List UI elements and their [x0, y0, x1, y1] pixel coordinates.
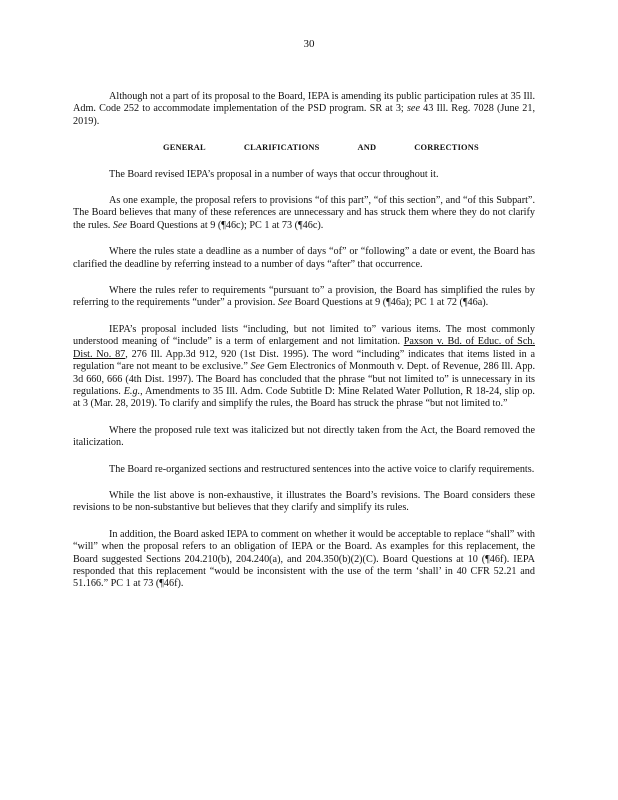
paragraph	[73, 169, 535, 181]
text-segment: As one example, the proposal refers to provisions “of this part”, “of this section”, and “of this Subpart”. The Board believes that many of these references are unnecessary and has struck them where they do not clarify the rules.	[73, 195, 535, 231]
paragraph	[73, 529, 535, 591]
text-segment: Gem Electronics of Monmouth v. Dept. of Revenue, 286 Ill. App. 3d 660, 666 (4th Dist. 1997). The Board has concluded that the phrase “but not limited to” is unnecessary in its regulations.	[73, 361, 535, 397]
heading-word: CORRECTIONS	[414, 143, 479, 153]
text-segment: , 276 Ill. App.3d 912, 920 (1st Dist. 1995). The word “including” indicates that items listed in a regulation “are not meant to be exclusive.”	[73, 348, 535, 373]
signal-word: see	[406, 103, 420, 115]
text-segment: The Board revised IEPA’s proposal in a number of ways that occur throughout it.	[109, 168, 439, 180]
text-segment: While the list above is non-exhaustive, it illustrates the Board’s revisions. The Board considers these revisions to be non-substantive but believes that they clarify and simplify its rules.	[73, 489, 535, 514]
text-segment: Where the proposed rule text was italicized but not directly taken from the Act, the Board removed the italicization.	[73, 424, 535, 449]
paragraph	[73, 490, 535, 515]
paragraph	[73, 425, 535, 450]
paragraph	[73, 464, 535, 476]
text-segment: Where the rules refer to requirements “pursuant to” a provision, the Board has simplified the rules by referring to the requirements “under” a provision.	[73, 285, 535, 309]
signal-word: See	[112, 219, 128, 231]
text-segment: Where the rules state a deadline as a number of days “of” or “following” a date or event, the Board has clarified the deadline by referring instead to a number of days “after” that occurrence.	[73, 246, 535, 270]
section-heading	[163, 142, 535, 154]
signal-word: See	[277, 297, 292, 309]
text-segment: 43 Ill. Reg. 7028 (June 21, 2019).	[73, 103, 535, 127]
paragraph	[73, 324, 535, 411]
text-segment: Board Questions at 9 (¶46a); PC 1 at 72 (¶46a).	[291, 297, 489, 309]
text-segment: Board Questions at 9 (¶46c); PC 1 at 73 (¶46c).	[127, 219, 324, 231]
signal-word: E.g.	[123, 385, 141, 397]
paragraph	[73, 285, 535, 310]
text-segment: Although not a part of its proposal to the Board, IEPA is amending its public participation rules at 35 Ill. Adm. Code 252 to accommodate implementation of the PSD program. SR at 3;	[73, 91, 535, 115]
page-number: 30	[303, 38, 315, 50]
text-segment: The Board re-organized sections and restructured sentences into the active voice to clarify requirements.	[109, 463, 535, 475]
case-citation: Paxson v. Bd. of Educ. of Sch. Dist. No. 87	[73, 336, 535, 360]
paragraph	[73, 91, 535, 128]
paragraph	[73, 246, 535, 271]
text-segment: IEPA’s proposal included lists “including, but not limited to” various items. The most commonly understood meaning of “include” is a term of enlargement and not limitation.	[73, 323, 535, 348]
text-segment: , Amendments to 35 Ill. Adm. Code Subtitle D: Mine Related Water Pollution, R 18-24, slip op. at 3 (Mar. 28, 2019). To clarify and simplify the rules, the Board has struck the phrase “but not limited to.”	[73, 385, 535, 410]
document-body	[73, 91, 535, 605]
heading-word: GENERAL	[163, 143, 206, 153]
paragraph	[73, 195, 535, 232]
heading-word: AND	[357, 143, 377, 153]
signal-word: See	[250, 361, 265, 373]
text-segment: In addition, the Board asked IEPA to comment on whether it would be acceptable to replace “shall” with “will” when the proposal refers to an obligation of IEPA or the Board. As examples for this replacement, the Board suggested Sections 204.210(b), 204.240(a), and 204.350(b)(2)(C). Board Questions at 10 (¶46f). IEPA responded that this replacement “would be inconsistent with the use of the term ‘shall’ in 40 CFR 52.21 and 51.166.” PC 1 at 73 (¶46f).	[73, 528, 535, 590]
heading-word: CLARIFICATIONS	[243, 143, 320, 153]
